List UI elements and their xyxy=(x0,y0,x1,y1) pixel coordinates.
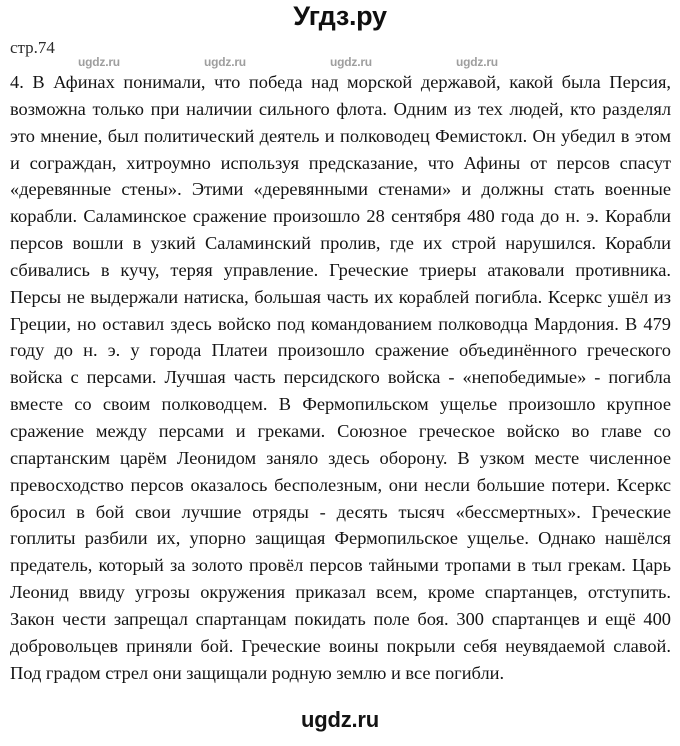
site-logo: Угдз.ру xyxy=(293,1,387,31)
watermark-text: ugdz.ru xyxy=(330,55,372,69)
answer-text-block xyxy=(10,69,671,686)
footer-watermark: ugdz.ru xyxy=(300,707,380,732)
watermark-text: ugdz.ru xyxy=(78,55,120,69)
watermark-text: ugdz.ru xyxy=(204,55,246,69)
watermark-text: ugdz.ru xyxy=(456,55,498,69)
answer-paragraph: 4. В Афинах понимали, что победа над морской державой, какой была Персия, возможна только при наличии сильного флота. Одним из тех людей, кто разделял это мнение, был политический деятель и полководец Фемистокл. Он убедил в этом и сограждан, хитроумно используя предсказание, что Афины от персов спасут «деревянные стены». Этими «деревянными стенами» и должны стать военные корабли. Саламинское сражение произошло 28 сентября 480 года до н. э. Корабли персов вошли в узкий Саламинский пролив, где их строй нарушился. Корабли сбивались в кучу, теряя управление. Греческие триеры атаковали противника. Персы не выдержали натиска, большая часть их кораблей погибла. Ксеркс ушёл из Греции, но оставил здесь войско под командованием полководца Мардония. В 479 году до н. э. у города Платеи произошло сражение объединённого греческого войска с персами. Лучшая часть персидского войска - «непобедимые» - погибла вместе со своим полководцем. В Фермопильском ущелье произошло крупное сражение между персами и греками. Союзное греческое войско во главе со спартанским царём Леонидом заняло здесь оборону. В узком месте численное превосходство персов оказалось бесполезным, они несли большие потери. Ксеркс бросил в бой свои лучшие отряды - десять тысяч «бессмертных». Греческие гоплиты разбили их, упорно защищая Фермопильское ущелье. Однако нашёлся предатель, который за золото провёл персов тайными тропами в тыл грекам. Царь Леонид ввиду угрозы окружения приказал всем, кроме спартанцев, отступить. Закон чести запрещал спартанцам покидать поле боя. 300 спартанцев и ещё 400 добровольцев приняли бой. Греческие воины покрыли себя неувядаемой славой. Под градом стрел они защищали родную землю и все погибли. xyxy=(10,72,671,683)
page-number-label: стр.74 xyxy=(10,38,55,57)
